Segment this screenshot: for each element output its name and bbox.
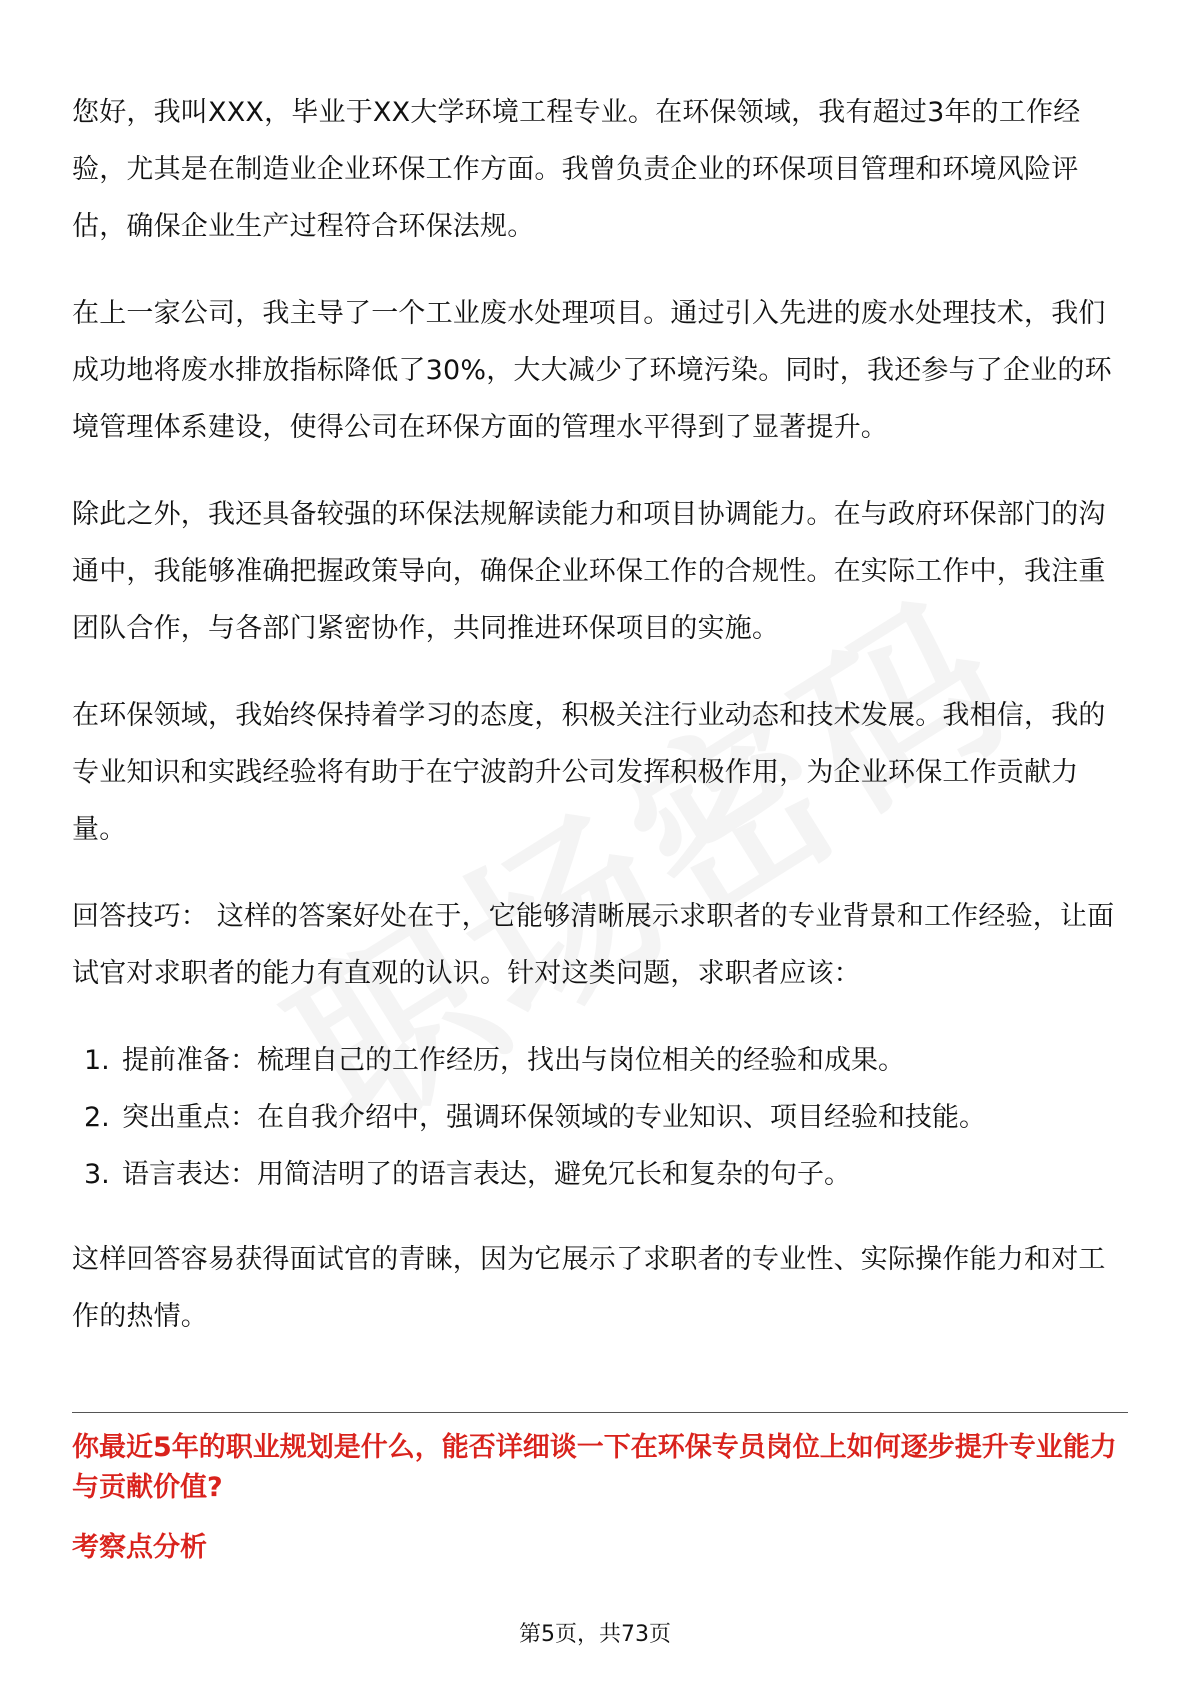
list-number: 1. [84, 1045, 110, 1076]
page-footer: 第5页，共73页 [519, 1622, 671, 1647]
list-item [84, 1032, 1132, 1089]
paragraph-tips-intro: 回答技巧： 这样的答案好处在于，它能够清晰展示求职者的专业背景和工作经验，让面试官对求职者的能力有直观的认识。针对这类问题，求职者应该： [72, 901, 1115, 989]
list-text: 语言表达：用简洁明了的语言表达，避免冗长和复杂的句子。 [122, 1159, 851, 1190]
list-text: 突出重点：在自我介绍中，强调环保领域的专业知识、项目经验和技能。 [122, 1102, 986, 1133]
section-divider [72, 1412, 1128, 1413]
list-item [84, 1089, 1132, 1146]
analysis-heading: 考察点分析 [72, 1532, 207, 1563]
paragraph-closing: 这样回答容易获得面试官的青睐，因为它展示了求职者的专业性、实际操作能力和对工作的热情。 [72, 1244, 1106, 1332]
next-question-heading: 你最近5年的职业规划是什么，能否详细谈一下在环保专员岗位上如何逐步提升专业能力与贡献价值? [72, 1432, 1117, 1503]
list-item [84, 1146, 1132, 1203]
paragraph-attitude: 在环保领域，我始终保持着学习的态度，积极关注行业动态和技术发展。我相信，我的专业知识和实践经验将有助于在宁波韵升公司发挥积极作用，为企业环保工作贡献力量。 [72, 700, 1106, 845]
list-number: 2. [84, 1102, 110, 1133]
paragraph-skills: 除此之外，我还具备较强的环保法规解读能力和项目协调能力。在与政府环保部门的沟通中，我能够准确把握政策导向，确保企业环保工作的合规性。在实际工作中，我注重团队合作，与各部门紧密协作，共同推进环保项目的实施。 [72, 499, 1106, 644]
paragraph-project: 在上一家公司，我主导了一个工业废水处理项目。通过引入先进的废水处理技术，我们成功地将废水排放指标降低了30%，大大减少了环境污染。同时，我还参与了企业的环境管理体系建设，使得公司在环保方面的管理水平得到了显著提升。 [72, 298, 1112, 443]
tips-list [72, 1032, 1132, 1203]
answer-body [72, 84, 1132, 1375]
list-number: 3. [84, 1159, 110, 1190]
paragraph-intro: 您好，我叫XXX，毕业于XX大学环境工程专业。在环保领域，我有超过3年的工作经验，尤其是在制造业企业环保工作方面。我曾负责企业的环保项目管理和环境风险评估，确保企业生产过程符合环保法规。 [72, 97, 1081, 242]
list-text: 提前准备：梳理自己的工作经历，找出与岗位相关的经验和成果。 [122, 1045, 905, 1076]
